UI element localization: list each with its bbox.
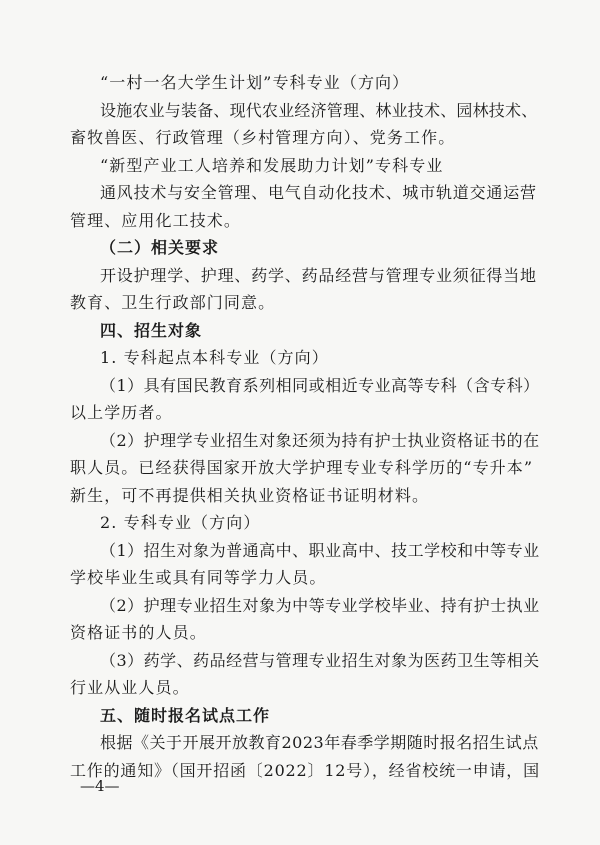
text-line: 根据《关于开展开放教育2023年春季学期随时报名招生试点 — [100, 733, 539, 752]
section-heading: 四、招生对象 — [100, 321, 203, 340]
text-line: 畜牧兽医、行政管理（乡村管理方向）、党务工作。 — [70, 128, 456, 147]
text-line: 管理、应用化工技术。 — [70, 211, 242, 230]
text-line: （2）护理学专业招生对象还须为持有护士执业资格证书的在 — [100, 431, 540, 450]
text-line: “一村一名大学生计划”专科专业（方向） — [100, 73, 410, 92]
text-line: 开设护理学、护理、药学、药品经营与管理专业须征得当地 — [100, 266, 537, 285]
text-line: 职人员。已经获得国家开放大学护理专业专科学历的“专升本” — [70, 458, 534, 477]
text-line: 通风技术与安全管理、电气自动化技术、城市轨道交通运营 — [100, 183, 537, 202]
text-line: 1. 专科起点本科专业（方向） — [100, 348, 329, 367]
text-line: 2. 专科专业（方向） — [100, 513, 261, 532]
page-number: —4— — [80, 777, 120, 795]
text-line: 资格证书的人员。 — [70, 623, 207, 642]
text-line: （3）药学、药品经营与管理专业招生对象为医药卫生等相关 — [100, 651, 540, 670]
text-line: （1）具有国民教育系列相同或相近专业高等专科（含专科） — [100, 376, 540, 395]
text-line: 以上学历者。 — [70, 403, 173, 422]
text-line: 新生，可不再提供相关执业资格证书证明材料。 — [70, 486, 430, 505]
text-line: “新型产业工人培养和发展助力计划”专科专业 — [100, 156, 444, 175]
text-line: 学校毕业生或具有同等学力人员。 — [70, 568, 327, 587]
text-line: 工作的通知》（国开招函〔2022〕12号），经省校统一申请，国 — [70, 761, 540, 780]
text-line: （2）护理专业招生对象为中等专业学校毕业、持有护士执业 — [100, 596, 540, 615]
text-line: 设施农业与装备、现代农业经济管理、林业技术、园林技术、 — [100, 101, 538, 120]
text-line: 行业从业人员。 — [70, 678, 190, 697]
text-line: 教育、卫生行政部门同意。 — [70, 293, 276, 312]
section-heading: 五、随时报名试点工作 — [100, 706, 271, 725]
text-line: （1）招生对象为普通高中、职业高中、技工学校和中等专业 — [100, 541, 540, 560]
section-heading: （二）相关要求 — [100, 238, 220, 257]
